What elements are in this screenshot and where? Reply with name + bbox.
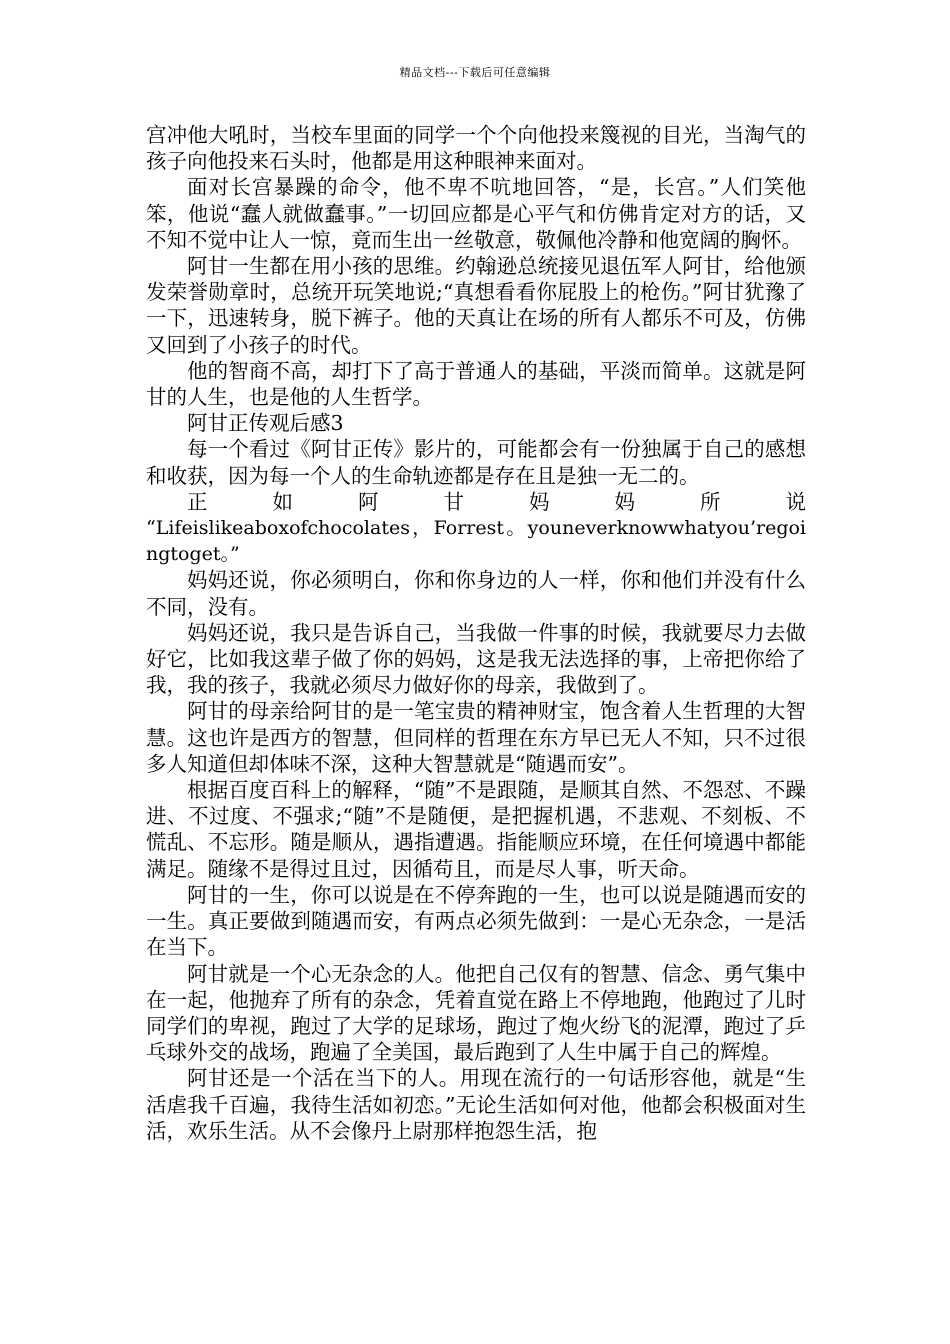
paragraph: 阿甘就是一个心无杂念的人。他把自己仅有的智慧、信念、勇气集中在一起，他抛弃了所有的杂念，凭着直觉在路上不停地跑，他跑过了儿时同学们的卑视，跑过了大学的足球场，跑过了炮火纷飞的泥潭，跑过了乒乓球外交的战场，跑遍了全美国，最后跑到了人生中属于自己的辉煌。 [146,961,806,1065]
paragraph: 阿甘的一生，你可以说是在不停奔跑的一生，也可以说是随遇而安的一生。真正要做到随遇而安，有两点必须先做到：一是心无杂念，一是活在当下。 [146,882,806,960]
paragraph: 面对长宫暴躁的命令，他不卑不吭地回答，“是，长宫。”人们笑他笨，他说“蠢人就做蠢事。”一切回应都是心平气和仿佛肯定对方的话，又不知不觉中让人一惊，竟而生出一丝敬意，敬佩他冷静和他宽阔的胸怀。 [146,175,806,252]
paragraph: 正 如 阿 甘 妈 妈 所 说 [187,489,806,514]
paragraph: 妈妈还说，你必须明白，你和你身边的人一样，你和他们并没有什么不同，没有。 [146,568,806,619]
paragraph: 他的智商不高，却打下了高于普通人的基础，平淡而简单。这就是阿甘的人生，也是他的人生哲学。 [146,358,806,410]
paragraph: 妈妈还说，我只是告诉自己，当我做一件事的时候，我就要尽力去做好它，比如我这辈子做了你的妈妈，这是我无法选择的事，上帝把你给了我，我的孩子，我就必须尽力做好你的母亲，我做到了。 [146,620,806,698]
paragraph: 阿甘还是一个活在当下的人。用现在流行的一句话形容他，就是“生活虐我千百遍，我待生活如初恋。”无论生活如何对他，他都会积极面对生活，欢乐生活。从不会像丹上尉那样抱怨生活，抱 [146,1066,806,1143]
document-body [146,122,806,1144]
paragraph: 阿甘的母亲给阿甘的是一笔宝贵的精神财宝，饱含着人生哲理的大智慧。这也许是西方的智慧，但同样的哲理在东方早已无人不知，只不过很多人知道但却体味不深，这种大智慧就是“随遇而安”。 [146,699,806,776]
paragraph: 阿甘一生都在用小孩的思维。约翰逊总统接见退伍军人阿甘，给他颁发荣誉勋章时，总统开玩笑地说;“真想看看你屁股上的枪伤。”阿甘犹豫了一下，迅速转身，脱下裤子。他的天真让在场的所有人都乐不可及，仿佛又回到了小孩子的时代。 [146,254,806,357]
paragraph: 根据百度百科上的解释，“随”不是跟随，是顺其自然、不怨怼、不躁进、不过度、不强求;“随”不是随便，是把握机遇，不悲观、不刻板、不慌乱、不忘形。随是顺从，遇指遭遇。指能顺应环境，在任何境遇中都能满足。随缘不是得过且过，因循苟且，而是尽人事，听天命。 [146,778,806,881]
quote-paragraph: “Lifeislikeaboxofchocolates，Forrest。youneverknowwhatyou’regoingtoget。” [146,517,806,566]
paragraph: 每一个看过《阿甘正传》影片的，可能都会有一份独属于自己的感想和收获，因为每一个人的生命轨迹都是存在且是独一无二的。 [146,437,806,488]
page-header: 精品文档---下载后可任意编辑 [399,66,551,79]
section-title: 阿甘正传观后感3 [187,411,344,436]
paragraph: 宫冲他大吼时，当校车里面的同学一个个向他投来篾视的目光，当淘气的孩子向他投来石头时，他都是用这种眼神来面对。 [146,123,806,174]
